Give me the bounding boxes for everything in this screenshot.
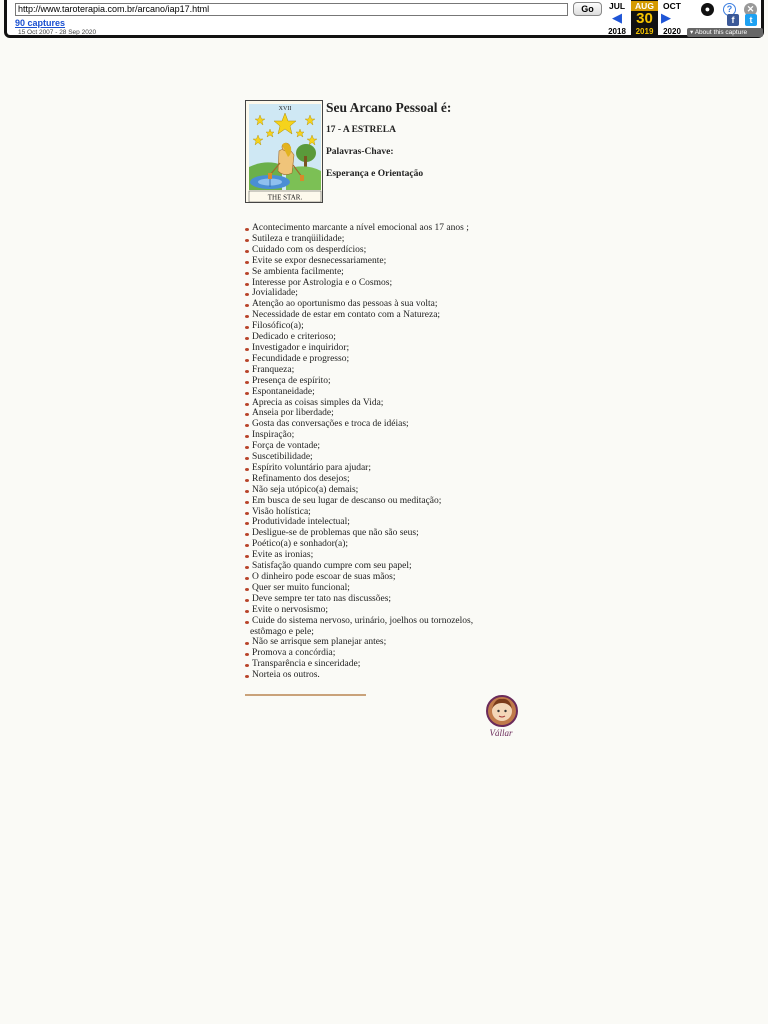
about-capture-button[interactable]: ▾ About this capture <box>687 28 763 37</box>
next-capture-arrow-icon[interactable]: ▶ <box>661 10 671 25</box>
tarot-card-star <box>245 100 323 203</box>
list-item: Força de vontade; <box>245 441 473 452</box>
list-item: Cuide do sistema nervoso, urinário, joelhos ou tornozelos, <box>245 616 473 627</box>
list-item: Transparência e sinceridade; <box>245 659 473 670</box>
list-item: O dinheiro pode escoar de suas mãos; <box>245 572 473 583</box>
vallar-logo[interactable] <box>483 694 525 738</box>
list-item: Norteia os outros. <box>245 670 473 681</box>
current-day: 30 <box>636 10 653 27</box>
prev-capture-arrow-icon[interactable]: ◀ <box>612 10 622 25</box>
list-item: Dedicado e criterioso; <box>245 332 473 343</box>
current-month: AUG <box>631 1 658 11</box>
list-item: Produtividade intelectual; <box>245 517 473 528</box>
list-item: Necessidade de estar em contato com a Natureza; <box>245 310 473 321</box>
list-item: Investigador e inquiridor; <box>245 343 473 354</box>
list-item: Se ambienta facilmente; <box>245 267 473 278</box>
list-item: Evite o nervosismo; <box>245 605 473 616</box>
list-item: Refinamento dos desejos; <box>245 474 473 485</box>
current-capture-date <box>631 0 658 37</box>
prev-year-label[interactable]: 2018 <box>608 27 626 36</box>
url-input[interactable]: http://www.taroterapia.com.br/arcano/iap17.html <box>15 3 568 16</box>
list-item: Sutileza e tranqüilidade; <box>245 234 473 245</box>
star-card-illustration <box>246 101 323 203</box>
help-icon[interactable]: ? <box>723 3 736 16</box>
keywords-label: Palavras-Chave: <box>326 147 394 157</box>
close-icon[interactable]: ✕ <box>744 3 757 16</box>
list-item: Interesse por Astrologia e o Cosmos; <box>245 278 473 289</box>
list-item: Evite se expor desnecessariamente; <box>245 256 473 267</box>
trait-list <box>245 223 473 681</box>
list-item: Em busca de seu lugar de descanso ou meditação; <box>245 496 473 507</box>
facebook-share-icon[interactable]: f <box>727 14 739 26</box>
next-year-label[interactable]: 2020 <box>663 27 681 36</box>
list-item: Não seja utópico(a) demais; <box>245 485 473 496</box>
list-item: Filosófico(a); <box>245 321 473 332</box>
list-item: Presença de espírito; <box>245 376 473 387</box>
prev-month-label[interactable]: JUL <box>608 1 626 11</box>
trait-continuation: estômago e pele; <box>250 626 314 637</box>
list-item: Inspiração; <box>245 430 473 441</box>
keywords-value: Esperança e Orientação <box>326 169 424 179</box>
capture-range: 15 Oct 2007 - 28 Sep 2020 <box>18 29 97 36</box>
captures-link[interactable]: 90 captures <box>15 18 66 28</box>
list-item: Espontaneidade; <box>245 387 473 398</box>
list-item: Franqueza; <box>245 365 473 376</box>
list-item: Aprecia as coisas simples da Vida; <box>245 398 473 409</box>
arcano-title: 17 - A ESTRELA <box>326 125 396 135</box>
vallar-logo-icon <box>483 694 525 738</box>
list-item: Gosta das conversações e troca de idéias; <box>245 419 473 430</box>
list-item: Cuidado com os desperdícios; <box>245 245 473 256</box>
list-item: Visão holística; <box>245 507 473 518</box>
list-item: Jovialidade; <box>245 288 473 299</box>
card-caption: THE STAR. <box>267 193 303 202</box>
list-item: Promova a concórdia; <box>245 648 473 659</box>
list-item: Desligue-se de problemas que não são seus; <box>245 528 473 539</box>
logo-text: Vállar <box>489 728 513 738</box>
current-year: 2019 <box>635 27 654 36</box>
go-button[interactable]: Go <box>573 2 602 16</box>
list-item: Atenção ao oportunismo das pessoas à sua volta; <box>245 299 473 310</box>
list-item: Não se arrisque sem planejar antes; <box>245 637 473 648</box>
next-month-label[interactable]: OCT <box>663 1 681 11</box>
page-heading: Seu Arcano Pessoal é: <box>326 100 452 115</box>
list-item: Espírito voluntário para ajudar; <box>245 463 473 474</box>
list-item: Acontecimento marcante a nível emocional aos 17 anos ; <box>245 223 473 234</box>
twitter-share-icon[interactable]: t <box>745 14 757 26</box>
list-item: Poético(a) e sonhador(a); <box>245 539 473 550</box>
list-item: Deve sempre ter tato nas discussões; <box>245 594 473 605</box>
list-item: Quer ser muito funcional; <box>245 583 473 594</box>
about-capture-label: About this capture <box>694 29 748 36</box>
list-item: Suscetibilidade; <box>245 452 473 463</box>
divider <box>245 694 366 696</box>
list-item: Fecundidade e progresso; <box>245 354 473 365</box>
wayback-toolbar <box>4 0 764 38</box>
list-item: Satisfação quando cumpre com seu papel; <box>245 561 473 572</box>
card-numeral: XVII <box>278 106 292 112</box>
list-item: Evite as ironias; <box>245 550 473 561</box>
account-icon[interactable]: ● <box>701 3 714 16</box>
list-item: Anseia por liberdade; <box>245 408 473 419</box>
